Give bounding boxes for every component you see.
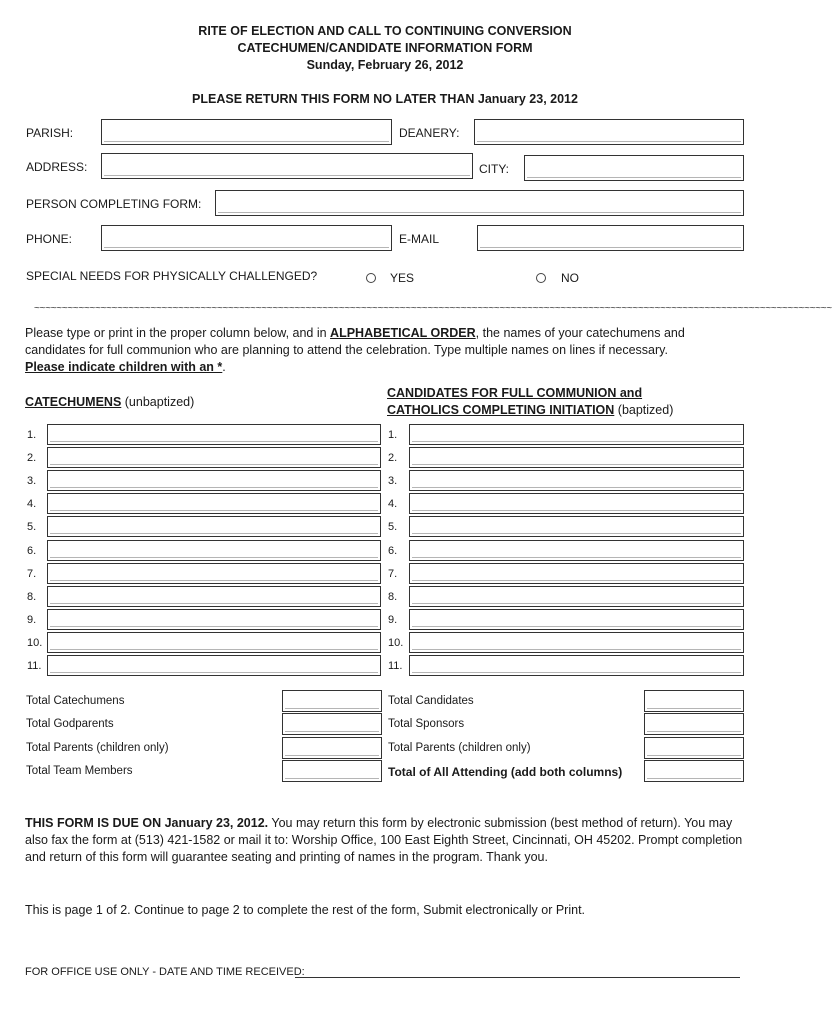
candidate-row-number: 9. <box>388 614 398 626</box>
candidate-name-field[interactable] <box>409 586 744 607</box>
total-left-field[interactable] <box>282 760 382 782</box>
catechumens-subtitle: (unbaptized) <box>121 395 195 409</box>
candidate-row-number: 3. <box>388 475 398 487</box>
candidate-name-field[interactable] <box>409 516 744 537</box>
total-right-label: Total Sponsors <box>388 718 465 730</box>
candidate-row-number: 5. <box>388 521 398 533</box>
catechumen-name-field[interactable] <box>47 632 381 653</box>
catechumen-row-number: 3. <box>27 475 37 487</box>
form-title: RITE OF ELECTION AND CALL TO CONTINUING CONVERSION <box>198 24 572 38</box>
yes-radio[interactable] <box>366 273 376 283</box>
office-use-label: FOR OFFICE USE ONLY - DATE AND TIME RECEIVED: <box>25 966 305 978</box>
person-completing-field[interactable] <box>215 190 744 216</box>
catechumen-name-field[interactable] <box>47 609 381 630</box>
address-field[interactable] <box>101 153 473 179</box>
total-right-label: Total of All Attending (add both columns) <box>388 765 623 779</box>
candidate-name-field[interactable] <box>409 632 744 653</box>
candidate-name-field[interactable] <box>409 470 744 491</box>
instructions-text-1: Please type or print in the proper column below, and in <box>25 326 331 340</box>
person-completing-label: PERSON COMPLETING FORM: <box>26 197 202 211</box>
candidate-name-field[interactable] <box>409 447 744 468</box>
total-left-label: Total Parents (children only) <box>26 742 169 754</box>
candidate-row-number: 8. <box>388 591 398 603</box>
city-field[interactable] <box>524 155 744 181</box>
due-paragraph <box>25 815 745 866</box>
catechumen-name-field[interactable] <box>47 655 381 676</box>
catechumen-row-number: 6. <box>27 545 37 557</box>
catechumen-row-number: 5. <box>27 521 37 533</box>
event-date: Sunday, February 26, 2012 <box>306 58 464 72</box>
candidates-title-1: CANDIDATES FOR FULL COMMUNION and <box>387 386 643 400</box>
instructions <box>25 325 715 376</box>
candidate-row-number: 7. <box>388 568 398 580</box>
due-details: You may return this form by electronic submission (best method of return). You may also fax the form at (513) 421-1582 or mail it to: Worship Office, 100 East Eighth Street, Cincinnati, OH 45202. Prompt completion and return of this form will guarantee seating and printing of names in the program. Thank you. <box>25 816 743 864</box>
total-right-field[interactable] <box>644 690 744 712</box>
total-right-label: Total Parents (children only) <box>388 742 531 754</box>
catechumen-row-number: 7. <box>27 568 37 580</box>
candidate-row-number: 1. <box>388 429 398 441</box>
candidate-name-field[interactable] <box>409 424 744 445</box>
total-left-label: Total Team Members <box>26 765 133 777</box>
office-use-line[interactable] <box>295 977 740 978</box>
catechumens-header <box>25 394 194 411</box>
catechumen-name-field[interactable] <box>47 540 381 561</box>
children-note: Please indicate children with an * <box>25 360 223 374</box>
page-note: This is page 1 of 2. Continue to page 2 to complete the rest of the form, Submit electronically or Print. <box>25 903 586 917</box>
catechumen-row-number: 1. <box>27 429 37 441</box>
special-needs-label: SPECIAL NEEDS FOR PHYSICALLY CHALLENGED? <box>26 269 318 283</box>
tilde-divider: ~~~~~~~~~~~~~~~~~~~~~~~~~~~~~~~~~~~~~~~~~~~~~~~~~~~~~~~~~~~~~~~~~~~~~~~~~~~~~~~~~~~~~~~~~~~~~~~~~~~~~~~~~~~~~~~~~~~~~~~~~~~~~~~~~~~~~~~~~~~~~~~~ <box>34 303 832 314</box>
catechumen-row-number: 9. <box>27 614 37 626</box>
due-notice: THIS FORM IS DUE ON January 23, 2012. <box>25 816 269 830</box>
catechumen-name-field[interactable] <box>47 586 381 607</box>
deanery-label: DEANERY: <box>399 126 460 140</box>
candidates-subtitle: (baptized) <box>614 403 674 417</box>
alphabetical-order: ALPHABETICAL ORDER <box>330 326 476 340</box>
no-radio[interactable] <box>536 273 546 283</box>
catechumen-name-field[interactable] <box>47 424 381 445</box>
catechumen-row-number: 8. <box>27 591 37 603</box>
total-left-label: Total Catechumens <box>26 695 125 707</box>
candidate-row-number: 4. <box>388 498 398 510</box>
total-left-label: Total Godparents <box>26 718 114 730</box>
yes-label: YES <box>390 271 415 285</box>
address-label: ADDRESS: <box>26 160 88 174</box>
total-left-field[interactable] <box>282 713 382 735</box>
email-label: E-MAIL <box>399 232 440 246</box>
children-note-period: . <box>222 360 226 374</box>
catechumen-name-field[interactable] <box>47 516 381 537</box>
candidate-name-field[interactable] <box>409 655 744 676</box>
deanery-field[interactable] <box>474 119 744 145</box>
catechumen-name-field[interactable] <box>47 470 381 491</box>
catechumen-row-number: 10. <box>27 637 43 649</box>
candidate-name-field[interactable] <box>409 493 744 514</box>
instructions-text-2: , the names of your catechumens and candidates for full communion who are planning to attend the celebration. Type multiple names on lines if necessary. <box>25 326 685 357</box>
form-subtitle: CATECHUMEN/CANDIDATE INFORMATION FORM <box>237 41 533 55</box>
candidate-name-field[interactable] <box>409 609 744 630</box>
candidate-name-field[interactable] <box>409 563 744 584</box>
total-right-field[interactable] <box>644 737 744 759</box>
total-left-field[interactable] <box>282 690 382 712</box>
catechumen-name-field[interactable] <box>47 563 381 584</box>
parish-label: PARISH: <box>26 126 74 140</box>
catechumen-name-field[interactable] <box>47 493 381 514</box>
catechumen-row-number: 11. <box>27 660 42 672</box>
return-notice: PLEASE RETURN THIS FORM NO LATER THAN January 23, 2012 <box>192 92 578 106</box>
candidate-name-field[interactable] <box>409 540 744 561</box>
total-left-field[interactable] <box>282 737 382 759</box>
catechumens-title: CATECHUMENS <box>25 395 122 409</box>
phone-label: PHONE: <box>26 232 73 246</box>
total-right-field[interactable] <box>644 713 744 735</box>
no-label: NO <box>561 271 579 285</box>
catechumen-row-number: 4. <box>27 498 37 510</box>
catechumen-name-field[interactable] <box>47 447 381 468</box>
candidate-row-number: 2. <box>388 452 398 464</box>
candidates-title-2: CATHOLICS COMPLETING INITIATION <box>387 403 615 417</box>
total-right-label: Total Candidates <box>388 695 474 707</box>
catechumen-row-number: 2. <box>27 452 37 464</box>
candidate-row-number: 6. <box>388 545 398 557</box>
parish-field[interactable] <box>101 119 392 145</box>
candidates-header <box>387 385 673 419</box>
candidate-row-number: 11. <box>388 660 403 672</box>
city-label: CITY: <box>479 162 510 176</box>
candidate-row-number: 10. <box>388 637 404 649</box>
total-right-field[interactable] <box>644 760 744 782</box>
phone-field[interactable] <box>101 225 392 251</box>
email-field[interactable] <box>477 225 744 251</box>
